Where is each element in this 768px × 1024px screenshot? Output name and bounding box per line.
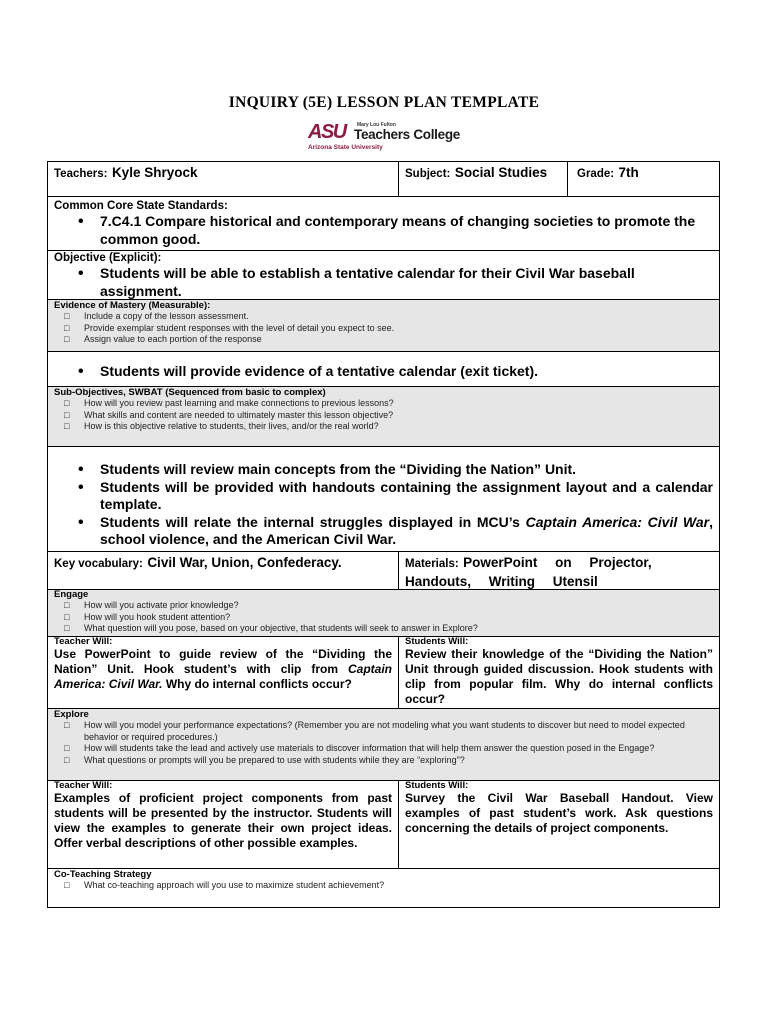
materials-label: Materials: — [405, 558, 459, 570]
subobjectives-label: Sub-Objectives, SWBAT (Sequenced from basic to complex) — [54, 387, 326, 398]
grade-label: Grade: — [577, 168, 615, 180]
engage-teacher-label: Teacher Will: — [54, 636, 113, 647]
vocab-value: Civil War, Union, Confederacy. — [147, 555, 342, 570]
grade-cell — [567, 161, 720, 197]
subobjective-item: • Students will relate the internal struggles displayed in MCU’s Captain America: Civil War, school violence, and the American Civil War. — [100, 514, 713, 549]
explore-students-label: Students Will: — [405, 780, 469, 791]
subobjectives-prompt: □ What skills and content are needed to ultimately master this lesson objective? — [84, 410, 713, 422]
engage-teacher-cell — [47, 636, 399, 709]
vocab-cell — [47, 551, 399, 590]
materials-value: PowerPoint on Projector, Handouts, Writing Utensil — [405, 555, 652, 589]
explore-prompt: □ What questions or prompts will you be prepared to use with students while they are “exploring”? — [84, 755, 713, 767]
subobjectives-prompt: □ How will you review past learning and make connections to previous lessons? — [84, 398, 713, 410]
explore-students-cell — [398, 780, 720, 869]
objective-section — [47, 250, 720, 300]
mastery-prompt: □ Include a copy of the lesson assessment. — [84, 311, 713, 323]
teachers-cell — [47, 161, 399, 197]
standards-section — [47, 196, 720, 251]
coteaching-prompt: □ What co-teaching approach will you use to maximize student achievement? — [84, 880, 713, 892]
engage-teacher-text: Use PowerPoint to guide review of the “Dividing the Nation” Unit. Hook student’s with clip from Captain America: Civil War. Why do internal conflicts occur? — [54, 647, 392, 691]
explore-teacher-text: Examples of proficient project components from past students will be presented by the instructor. Students will view the examples to generate their own project ideas. Offer verbal descriptions of other possible examples. — [54, 791, 392, 850]
coteaching-section — [47, 868, 720, 908]
teachers-label: Teachers: — [54, 168, 108, 180]
logo-mlf: Mary Lou Fulton — [357, 122, 396, 128]
subobjectives-answers — [47, 446, 720, 552]
materials-cell — [398, 551, 720, 590]
subject-cell — [398, 161, 568, 197]
mastery-prompt: □ Provide exemplar student responses with the level of detail you expect to see. — [84, 323, 713, 335]
engage-label: Engage — [54, 589, 89, 600]
engage-students-label: Students Will: — [405, 636, 469, 647]
mastery-answer: • Students will provide evidence of a tentative calendar (exit ticket). — [100, 363, 713, 381]
mastery-prompt: □ Assign value to each portion of the response — [84, 334, 713, 346]
engage-prompt: □ How will you activate prior knowledge? — [84, 600, 713, 612]
mastery-prompts — [47, 299, 720, 352]
grade-value: 7th — [618, 165, 639, 180]
objective-label: Objective (Explicit): — [54, 252, 162, 264]
engage-students-text: Review their knowledge of the “Dividing the Nation” Unit through guided discussion. Hook students with clip from popular film. Why do internal conflicts occur? — [405, 647, 713, 706]
explore-prompt: □ How will you model your performance expectations? (Remember you are not modeling what you want students to discover but need to model expected behavior or required procedures.) — [84, 720, 713, 743]
engage-prompt: □ How will you hook student attention? — [84, 612, 713, 624]
logo-college: Teachers College — [354, 127, 460, 142]
subject-label: Subject: — [405, 168, 451, 180]
engage-students-cell — [398, 636, 720, 709]
mastery-answer-cell — [47, 351, 720, 387]
asu-logo — [308, 119, 468, 155]
subobjectives-prompt: □ How is this objective relative to students, their lives, and/or the real world? — [84, 421, 713, 433]
logo-university: Arizona State University — [308, 144, 383, 151]
page-title: INQUIRY (5E) LESSON PLAN TEMPLATE — [228, 94, 540, 111]
explore-prompts — [47, 708, 720, 781]
explore-prompt: □ How will students take the lead and actively use materials to discover information that will help them answer the question posed in the Engage? — [84, 743, 713, 755]
subobjective-item: • Students will review main concepts from the “Dividing the Nation” Unit. — [100, 461, 713, 479]
subobjectives-prompts — [47, 386, 720, 447]
explore-teacher-cell — [47, 780, 399, 869]
teachers-value: Kyle Shryock — [111, 165, 198, 180]
explore-label: Explore — [54, 709, 89, 720]
objective-item: • Students will be able to establish a tentative calendar for their Civil War baseball assignment. — [100, 265, 713, 300]
standards-label: Common Core State Standards: — [54, 200, 228, 212]
explore-teacher-label: Teacher Will: — [54, 780, 113, 791]
vocab-label: Key vocabulary: — [54, 558, 143, 570]
engage-prompts — [47, 589, 720, 637]
subobjective-item: • Students will be provided with handouts containing the assignment layout and a calendar template. — [100, 479, 713, 514]
asu-mark: ASU — [308, 121, 346, 143]
explore-students-text: Survey the Civil War Baseball Handout. View examples of past student’s work. Ask questions concerning the details of project components. — [405, 791, 713, 835]
coteaching-label: Co-Teaching Strategy — [54, 869, 152, 880]
engage-prompt: □ What question will you pose, based on your objective, that students will seek to answer in Explore? — [84, 623, 713, 635]
standards-item: • 7.C4.1 Compare historical and contemporary means of changing societies to promote the common good. — [100, 213, 713, 248]
subject-value: Social Studies — [454, 165, 548, 180]
mastery-label: Evidence of Mastery (Measurable): — [54, 300, 211, 311]
